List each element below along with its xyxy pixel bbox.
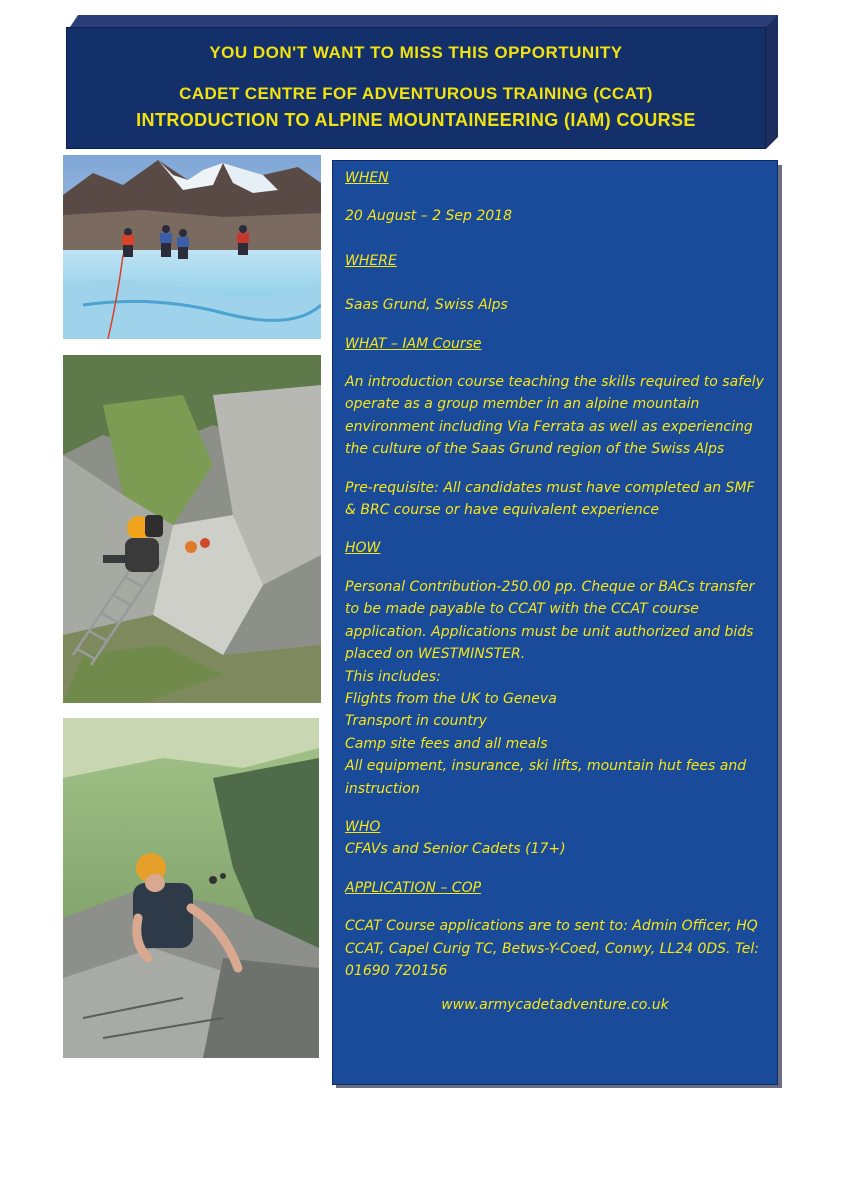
- includes-item: Camp site fees and all meals: [345, 735, 548, 752]
- includes-label: This includes:: [345, 668, 441, 685]
- prerequisite-text: Pre-requisite: All candidates must have completed an SMF & BRC course or have equivalent experience: [345, 479, 755, 519]
- when-text: 20 August – 2 Sep 2018: [345, 208, 512, 225]
- how-text: Personal Contribution-250.00 pp. Cheque or BACs transfer to be made payable to CCAT with the CCAT course application. Applications must be unit authorized and bids placed on WESTMINSTER.: [345, 578, 755, 663]
- what-text: An introduction course teaching the skills required to safely operate as a group member in an alpine mountain environment including Via Ferrata as well as experiencing the culture of the Saas Grund region of the Swiss Alps: [345, 374, 764, 458]
- what-heading: WHAT – IAM Course: [345, 335, 482, 352]
- where-text: Saas Grund, Swiss Alps: [345, 297, 508, 314]
- website-link[interactable]: www.armycadetadventure.co.uk: [441, 997, 669, 1014]
- course-info-box: [332, 160, 778, 1085]
- via-ferrata-photo: [63, 355, 321, 703]
- includes-item: Flights from the UK to Geneva: [345, 690, 557, 707]
- where-heading: WHERE: [345, 252, 397, 269]
- who-heading: WHO: [345, 818, 381, 835]
- rock-climber-photo: [63, 718, 319, 1058]
- how-heading: HOW: [345, 540, 381, 557]
- banner-bevel-right: [766, 15, 778, 149]
- header-organisation: CADET CENTRE FOF ADVENTUROUS TRAINING (CCAT): [179, 84, 653, 103]
- banner-face: [66, 27, 766, 149]
- when-heading: WHEN: [345, 170, 389, 186]
- header-tagline: YOU DON'T WANT TO MISS THIS OPPORTUNITY: [209, 43, 623, 62]
- application-text: CCAT Course applications are to sent to: Admin Officer, HQ CCAT, Capel Curig TC, Betws-Y-Coed, Conwy, LL24 0DS. Tel: 01690 720156: [345, 918, 759, 979]
- glacier-photo: [63, 155, 321, 339]
- banner-bevel-top: [70, 15, 778, 27]
- includes-item: All equipment, insurance, ski lifts, mountain hut fees and instruction: [345, 758, 747, 797]
- who-text: CFAVs and Senior Cadets (17+): [345, 841, 566, 858]
- includes-item: Transport in country: [345, 713, 487, 730]
- application-heading: APPLICATION – COP: [345, 879, 482, 896]
- header-banner: [66, 15, 778, 149]
- header-course-title: INTRODUCTION TO ALPINE MOUNTAINEERING (IAM) COURSE: [136, 110, 696, 130]
